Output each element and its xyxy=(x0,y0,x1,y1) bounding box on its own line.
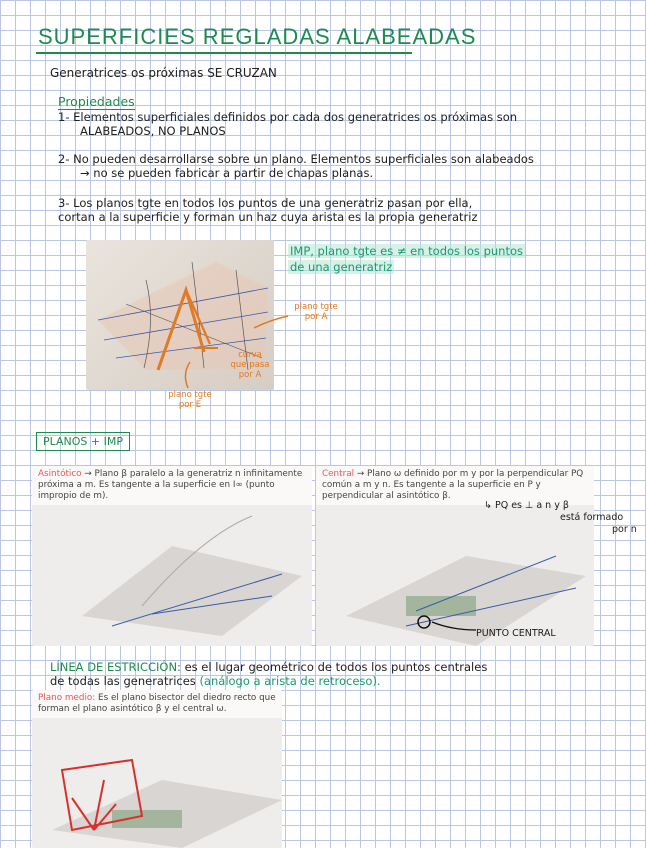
property-number: 3- xyxy=(58,196,70,210)
panel-plano-medio xyxy=(32,690,282,848)
estriccion-heading: LÍNEA DE ESTRICCIÓN: xyxy=(50,660,181,674)
panel-central xyxy=(316,466,594,646)
property-1 xyxy=(58,110,618,138)
arrow-plano-A xyxy=(250,312,290,332)
imp-note-line1: IMP, plano tgte es ≠ en todos los puntos xyxy=(290,244,523,258)
plane-beta xyxy=(82,546,302,636)
panel-medio-caption xyxy=(32,690,282,718)
panel-asintotico-text: → Plano β paralelo a la generatriz n infinitamente próxima a m. Es tangente a la superficie en I∞ (punto impropio de m). xyxy=(38,469,303,501)
property-text-2: ALABEADOS, NO PLANOS xyxy=(80,124,226,138)
panel-medio-text: Es el plano bisector del diedro recto que forman el plano asintótico β y el central ω. xyxy=(38,693,276,714)
property-number: 1- xyxy=(58,110,70,124)
property-2 xyxy=(58,152,628,180)
page-title: SUPERFICIES REGLADAS ALABEADAS xyxy=(38,24,477,49)
central-note-line2: está formado xyxy=(560,512,624,523)
panel-medio-label: Plano medio: xyxy=(38,693,96,703)
property-text-2: → no se pueden fabricar a partir de chapas planas. xyxy=(80,166,374,180)
property-number: 2- xyxy=(58,152,70,166)
property-3 xyxy=(58,196,628,224)
central-note-line3: por n xyxy=(612,524,637,535)
label-plano-tgte-E: plano tgte por E xyxy=(168,390,212,410)
panel-central-text: → Plano ω definido por m y por la perpendicular PQ común a m y n. Es tangente a la superficie en P y perpendicular al asintótico β. xyxy=(322,469,584,501)
central-note-line1: ↳ PQ es ⊥ a n y β xyxy=(484,500,569,511)
estriccion-line1: es el lugar geométrico de todos los puntos centrales xyxy=(184,660,488,674)
panel-central-label: Central xyxy=(322,469,355,479)
label-plano-tgte-A: plano tgte por A xyxy=(294,302,338,322)
subtitle: Generatrices os próximas SE CRUZAN xyxy=(50,66,277,80)
property-text-2: cortan a la superficie y forman un haz cuya arista es la propia generatriz xyxy=(58,210,478,224)
medio-diagram xyxy=(32,720,282,848)
estriccion-line2: de todas las generatrices xyxy=(50,674,196,688)
planes-box: PLANOS + IMP xyxy=(36,432,130,451)
arrow-plano-E xyxy=(176,360,206,390)
property-text: Los planos tgte en todos los puntos de una generatriz pasan por ella, xyxy=(73,196,473,210)
panel-asintotico xyxy=(32,466,312,646)
punto-central-label: PUNTO CENTRAL xyxy=(476,628,556,639)
estriccion-note: (análogo a arista de retroceso). xyxy=(199,674,381,688)
properties-heading: Propiedades xyxy=(58,94,135,109)
estriccion-definition xyxy=(50,660,630,688)
property-text: Elementos superficiales definidos por cada dos generatrices os próximas son xyxy=(73,110,518,124)
asintotico-diagram xyxy=(32,496,312,646)
central-diagram xyxy=(316,496,594,646)
property-text: No pueden desarrollarse sobre un plano. Elementos superficiales son alabeados xyxy=(73,152,534,166)
label-curva: curva que pasa por A xyxy=(230,350,270,380)
title-underline xyxy=(36,52,412,54)
panel-asintotico-label: Asintótico xyxy=(38,469,82,479)
imp-note-line2: de una generatriz xyxy=(290,260,393,274)
